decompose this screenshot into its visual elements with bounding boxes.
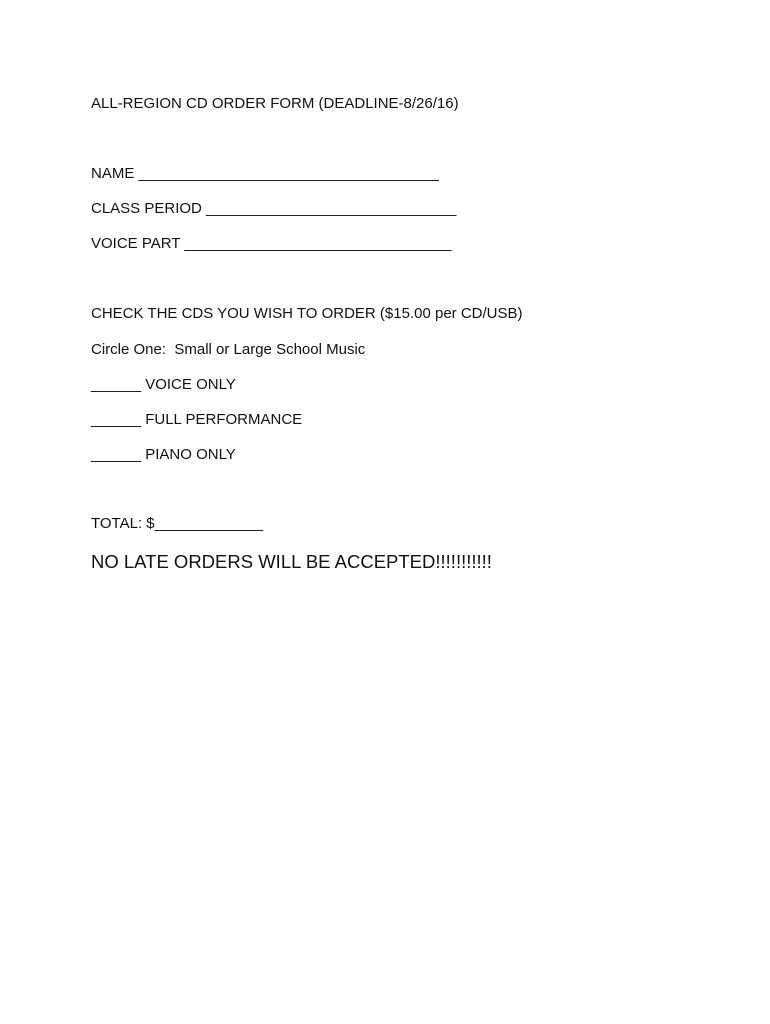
- check-instruction: CHECK THE CDS YOU WISH TO ORDER ($15.00 per CD/USB): [91, 305, 523, 322]
- name-field-line: NAME ____________________________________: [91, 165, 439, 182]
- option-full-performance: ______ FULL PERFORMANCE: [91, 411, 303, 428]
- total-field-line: TOTAL: $_____________: [91, 515, 264, 532]
- option-voice-only: ______ VOICE ONLY: [91, 376, 236, 393]
- form-title: ALL-REGION CD ORDER FORM (DEADLINE-8/26/16): [91, 95, 459, 112]
- option-piano-only: ______ PIANO ONLY: [91, 446, 236, 463]
- circle-one-instruction: Circle One: Small or Large School Music: [91, 341, 366, 358]
- late-orders-notice: NO LATE ORDERS WILL BE ACCEPTED!!!!!!!!!!!: [91, 551, 492, 572]
- voice-part-field-line: VOICE PART ________________________________: [91, 235, 452, 252]
- class-period-field-line: CLASS PERIOD ______________________________: [91, 200, 457, 217]
